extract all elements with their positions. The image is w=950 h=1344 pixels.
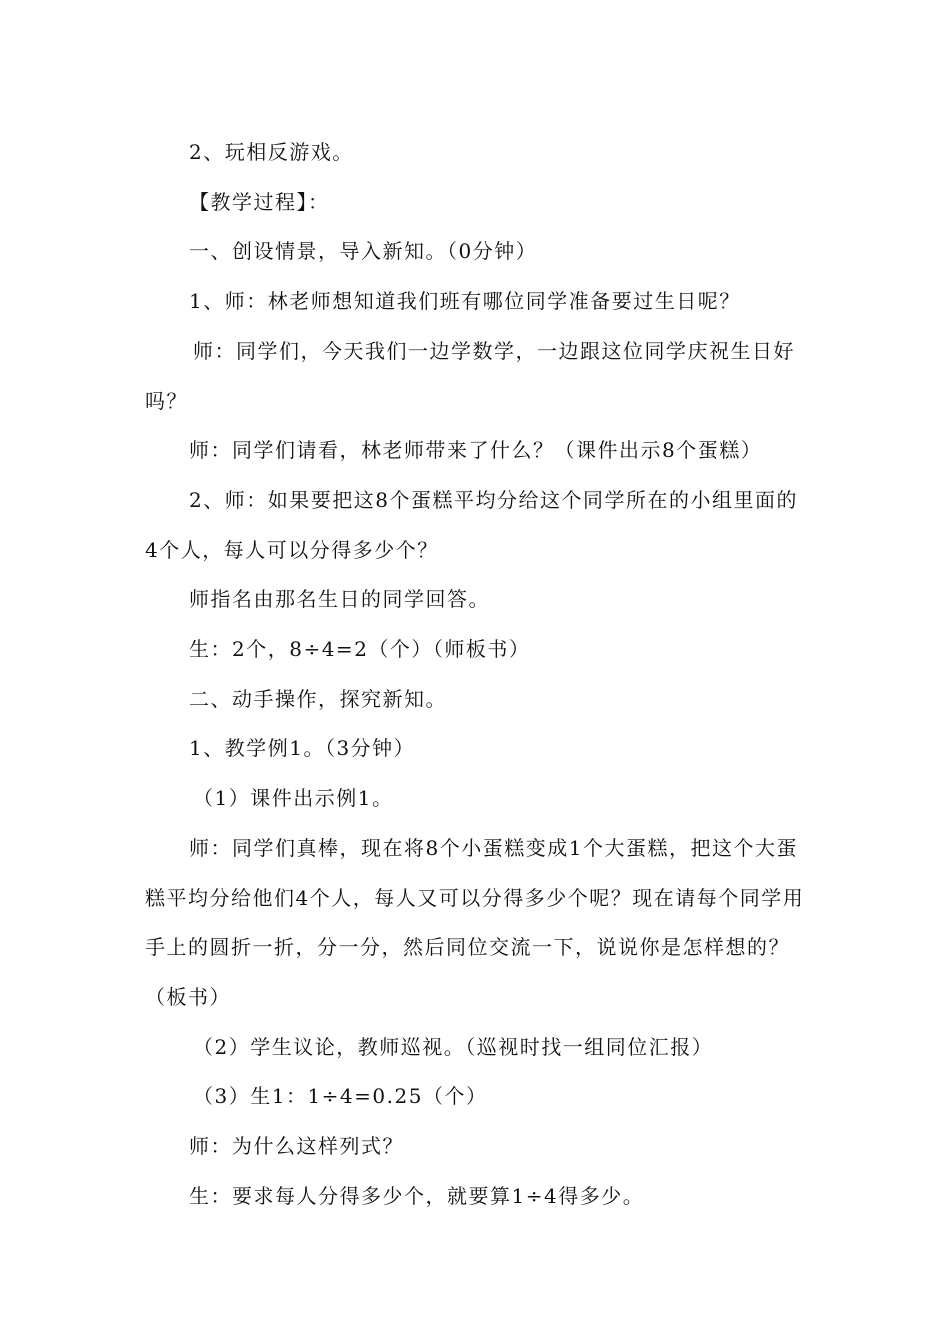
paragraph-share-cakes-question: 2、师：如果要把这8个蛋糕平均分给这个同学所在的小组里面的4个人，每人可以分得多少个？	[145, 487, 798, 562]
paragraph-teacher-show-cakes: 师：同学们请看，林老师带来了什么？（课件出示8个蛋糕）	[189, 438, 763, 463]
paragraph-student-one-answer: （3）生1：1÷4=0.25（个）	[193, 1084, 488, 1109]
paragraph-section-one-heading: 一、创设情景，导入新知。（0分钟）	[189, 239, 538, 264]
document-body	[145, 128, 810, 1221]
paragraph-courseware-example: （1）课件出示例1。	[193, 786, 394, 811]
paragraph-game: 2、玩相反游戏。	[189, 140, 354, 164]
paragraph-example-one: 1、教学例1。（3分钟）	[189, 736, 416, 761]
paragraph-student-answer: 生：2个，8÷4=2（个）（师板书）	[189, 637, 531, 662]
paragraph-teacher-why: 师：为什么这样列式？	[189, 1134, 404, 1159]
paragraph-teaching-process-heading: 【教学过程】：	[189, 189, 330, 214]
paragraph-section-two-heading: 二、动手操作，探究新知。	[189, 686, 447, 711]
paragraph-student-explanation: 生：要求每人分得多少个，就要算1÷4得多少。	[189, 1183, 645, 1208]
paragraph-teacher-celebrate: 师：同学们，今天我们一边学数学，一边跟这位同学庆祝生日好吗？	[145, 338, 795, 413]
paragraph-student-discussion: （2）学生议论，教师巡视。（巡视时找一组同位汇报）	[193, 1034, 714, 1059]
paragraph-teacher-birthday-question: 1、师：林老师想知道我们班有哪位同学准备要过生日呢？	[189, 289, 741, 314]
paragraph-big-cake-question: 师：同学们真棒，现在将8个小蛋糕变成1个大蛋糕，把这个大蛋糕平均分给他们4个人，每人又可以分得多少个呢？现在请每个同学用手上的圆折一折，分一分，然后同位交流一下，说说你是怎样想的？（板书）	[145, 835, 805, 1009]
paragraph-student-answer-prompt: 师指名由那名生日的同学回答。	[189, 587, 490, 612]
